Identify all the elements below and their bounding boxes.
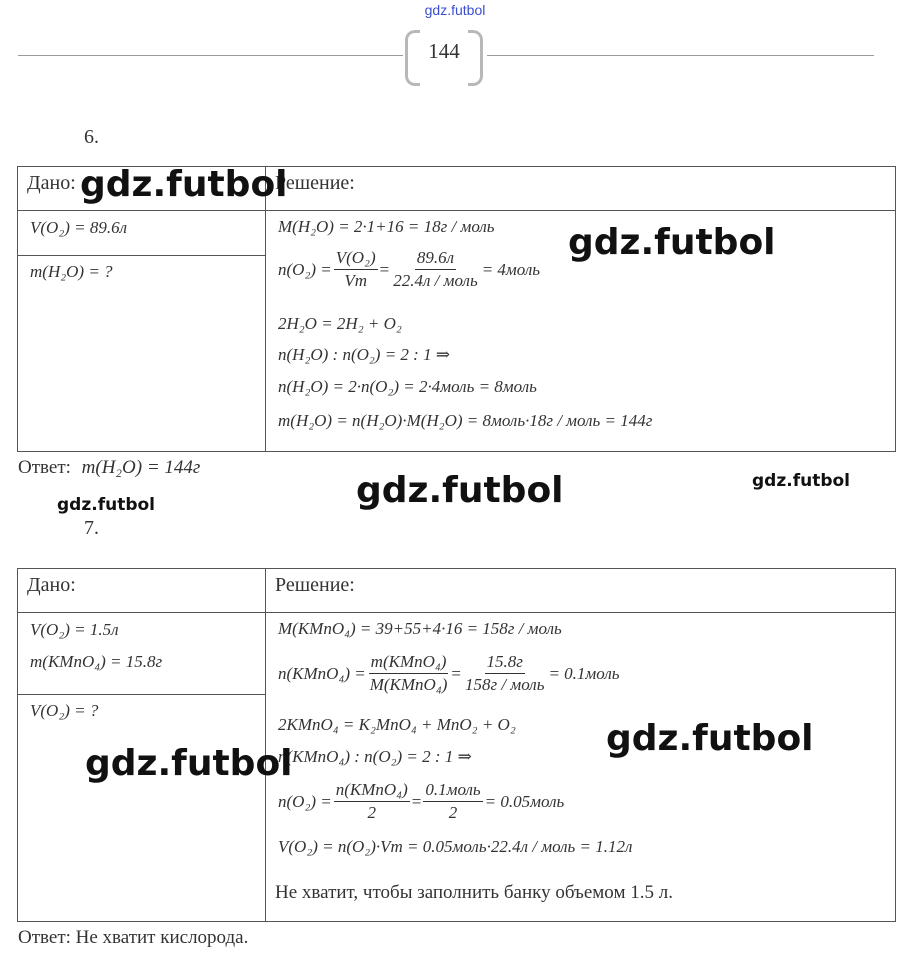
problem-6-divider	[265, 166, 266, 452]
watermark-1: gdz.futbol	[80, 164, 288, 205]
problem-7-moles-result: = 0.1моль	[548, 663, 620, 683]
problem-7-solution-header: Решение:	[275, 574, 355, 596]
problem-7-fraction-4-denominator: 2	[448, 803, 458, 822]
problem-7-fraction-4-numerator: 0.1моль	[423, 780, 482, 802]
problem-7-volume: V(O₂) = n(O₂)·Vm = 0.05моль·22.4л / моль = 1.12л	[278, 837, 633, 856]
problem-7-molar-mass: M(KMnO₄) = 39+55+4·16 = 158г / моль	[278, 619, 562, 638]
problem-6-answer-value: m(H₂O) = 144г	[81, 457, 201, 478]
problem-6-moles-water: n(H₂O) = 2·n(O₂) = 2·4моль = 8моль	[278, 377, 537, 396]
header-rule-right	[487, 55, 874, 56]
problem-6-moles-prefix: n(O₂) =	[278, 259, 332, 279]
problem-6-fraction-2	[391, 248, 479, 291]
problem-6-answer	[18, 457, 200, 479]
problem-6-number: 6.	[84, 126, 99, 148]
problem-7-find: V(O₂) = ?	[30, 701, 99, 720]
problem-6-fraction-1-numerator: V(O₂)	[334, 248, 378, 270]
problem-6-table	[17, 166, 896, 452]
problem-6-answer-label: Ответ:	[18, 457, 71, 478]
problem-6-moles-result: = 4моль	[481, 259, 540, 279]
watermark-5: gdz.futbol	[57, 495, 155, 515]
problem-7-fraction-3-denominator: 2	[367, 803, 376, 822]
problem-6-molar-mass: M(H₂O) = 2·1+16 = 18г / моль	[278, 217, 495, 236]
problem-7-number: 7.	[84, 517, 99, 539]
problem-6-fraction-1-denominator: Vm	[344, 271, 368, 290]
problem-6-header-rule	[17, 210, 896, 211]
problem-6-find: m(H₂O) = ?	[30, 262, 113, 281]
problem-7-fraction-1-denominator: M(KMnO₄)	[369, 675, 448, 694]
problem-6-moles-formula: n(O₂) = $\frac{\text{V(O₂)}}{Vm}$ = $\frac{89.6л}{\text{22.4л / моль}}$ = 4моль	[278, 248, 540, 290]
top-watermark: gdz.futbol	[424, 2, 486, 18]
problem-6-given-rule	[17, 255, 265, 256]
watermark-7: gdz.futbol	[85, 743, 293, 784]
problem-7-oxygen-moles-prefix: n(O₂) =	[278, 791, 332, 811]
problem-7-moles-prefix: n(KMnO₄) =	[278, 663, 366, 683]
problem-7-given-rule	[17, 694, 265, 695]
watermark-2: gdz.futbol	[568, 222, 776, 263]
problem-7-fraction-1	[368, 652, 450, 695]
problem-7-given-mass: m(KMnO₄) = 15.8г	[30, 652, 163, 671]
problem-7-fraction-3	[334, 780, 410, 823]
header-rule-left	[18, 55, 403, 56]
problem-7-conclusion: Не хватит, чтобы заполнить банку объемом 1.5 л.	[275, 882, 673, 903]
problem-7-given-volume: V(O₂) = 1.5л	[30, 620, 119, 639]
problem-6-fraction-2-numerator: 89.6л	[415, 248, 456, 270]
problem-7-moles-formula: n(KMnO₄) = $\frac{\text{m(KMnO₄)}}{\text{M(KMnO₄)}}$ = $\frac{15.8г}{\text{158г / моль}}$ = 0.1моль	[278, 652, 620, 694]
watermark-3: gdz.futbol	[356, 470, 564, 511]
problem-6-ratio: n(H₂O) : n(O₂) = 2 : 1 ⇒	[278, 345, 451, 364]
problem-6-fraction-2-denominator: 22.4л / моль	[393, 271, 478, 290]
problem-6-mass-water: m(H₂O) = n(H₂O)·M(H₂O) = 8моль·18г / моль = 144г	[278, 411, 653, 430]
problem-6-solution-header: Решение:	[275, 172, 355, 194]
problem-7-header-rule	[17, 612, 896, 613]
problem-6-reaction: 2H₂O = 2H₂ + O₂	[278, 314, 402, 333]
problem-7-reaction: 2KMnO₄ = K₂MnO₄ + MnO₂ + O₂	[278, 715, 516, 734]
problem-7-oxygen-moles-formula: n(O₂) = $\frac{\text{n(KMnO₄)}}{2}$ = $\frac{\text{0.1моль}}{2}$ = 0.05моль	[278, 780, 565, 822]
problem-6-fraction-1	[334, 248, 378, 291]
watermark-6: gdz.futbol	[606, 718, 814, 759]
page-number: 144	[405, 30, 483, 82]
problem-7-oxygen-moles-result: = 0.05моль	[484, 791, 565, 811]
problem-7-fraction-2-denominator: 158г / моль	[465, 675, 545, 694]
problem-7-fraction-3-numerator: n(KMnO₄)	[334, 780, 410, 802]
problem-7-ratio: n(KMnO₄) : n(O₂) = 2 : 1 ⇒	[278, 747, 472, 766]
watermark-4: gdz.futbol	[752, 471, 850, 491]
problem-7-fraction-2-numerator: 15.8г	[485, 652, 525, 674]
problem-7-answer: Ответ: Не хватит кислорода.	[18, 927, 249, 948]
problem-7-fraction-1-numerator: m(KMnO₄)	[369, 652, 449, 674]
problem-7-fraction-4	[423, 780, 482, 823]
problem-7-given-header: Дано:	[27, 574, 76, 596]
problem-7-fraction-2	[463, 652, 546, 695]
problem-6-given-volume: V(O₂) = 89.6л	[30, 218, 128, 237]
problem-6-given-header: Дано:	[27, 172, 76, 194]
